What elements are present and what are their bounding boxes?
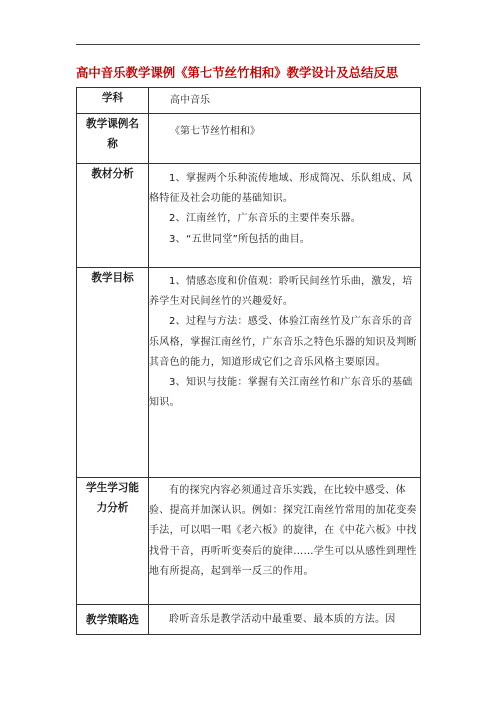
label-teaching-goals: 教学目标: [77, 268, 149, 478]
label-lesson-name: [77, 114, 149, 164]
row-subject: [77, 88, 421, 114]
row-lesson-name: [77, 114, 421, 164]
strategy-text: 聆听音乐是教学活动中最重要、最本质的方法。因: [169, 614, 396, 625]
label-lesson-name-line2: 称: [107, 138, 118, 150]
row-teaching-goals: [77, 268, 421, 478]
value-lesson-name: [149, 114, 421, 164]
label-material-analysis: 教材分析: [77, 164, 149, 268]
student-ability-text: 有的探究内容必须通过音乐实践，在比较中感受、体验、提高并加深认识。例如：探究江南丝竹常用的加花变奏手法，可以唱一唱《老六板》的旋律，在《中花六板》中找找骨干音，再听听变奏后的旋律……学生可以从感性到理性地有所提高，起到举一反三的作用。: [149, 485, 417, 577]
row-material-analysis: [77, 164, 421, 268]
goal-item-1: 1、情感态度和价值观：聆听民间丝竹乐曲，激发，培养学生对民间丝竹的兴趣爱好。: [149, 276, 413, 308]
label-student-ability-line2: 力分析: [96, 502, 129, 514]
goal-item-2: 2、过程与方法：感受、体验江南丝竹及广东音乐的音乐风格，掌握江南丝竹，广东音乐之特色乐器的知识及判断其音色的能力，知道形成它们之音乐风格主要原因。: [149, 316, 417, 368]
goal-item-3: 3、知识与技能：掌握有关江南丝竹和广东音乐的基础知识。: [149, 377, 413, 409]
value-student-ability: [149, 478, 421, 605]
label-lesson-name-line1: 教学课例名: [86, 118, 139, 130]
header-rule: [76, 44, 420, 45]
row-strategy: [77, 605, 421, 635]
value-strategy: [149, 605, 421, 635]
document-title: 高中音乐教学课例《第七节丝竹相和》教学设计及总结反思: [76, 65, 399, 80]
subject-text: 高中音乐: [170, 95, 210, 106]
material-item-2: 2、江南丝竹，广东音乐的主要伴奏乐器。: [169, 213, 362, 225]
label-student-ability: [77, 478, 149, 605]
row-student-ability: [77, 478, 421, 605]
label-subject: 学科: [77, 88, 149, 114]
label-student-ability-line1: 学生学习能: [86, 482, 139, 494]
lesson-name-text: 《第七节丝竹相和》: [170, 126, 260, 137]
lesson-plan-table: [76, 87, 421, 635]
material-item-3: 3、“五世同堂”所包括的曲目。: [169, 233, 311, 245]
value-material-analysis: [149, 164, 421, 268]
material-item-1: 1、掌握两个乐种流传地域、形成简况、乐队组成、风格特征及社会功能的基础知识。: [149, 173, 413, 205]
value-subject: [149, 88, 421, 114]
value-teaching-goals: [149, 268, 421, 478]
label-strategy: 教学策略选: [77, 605, 149, 635]
